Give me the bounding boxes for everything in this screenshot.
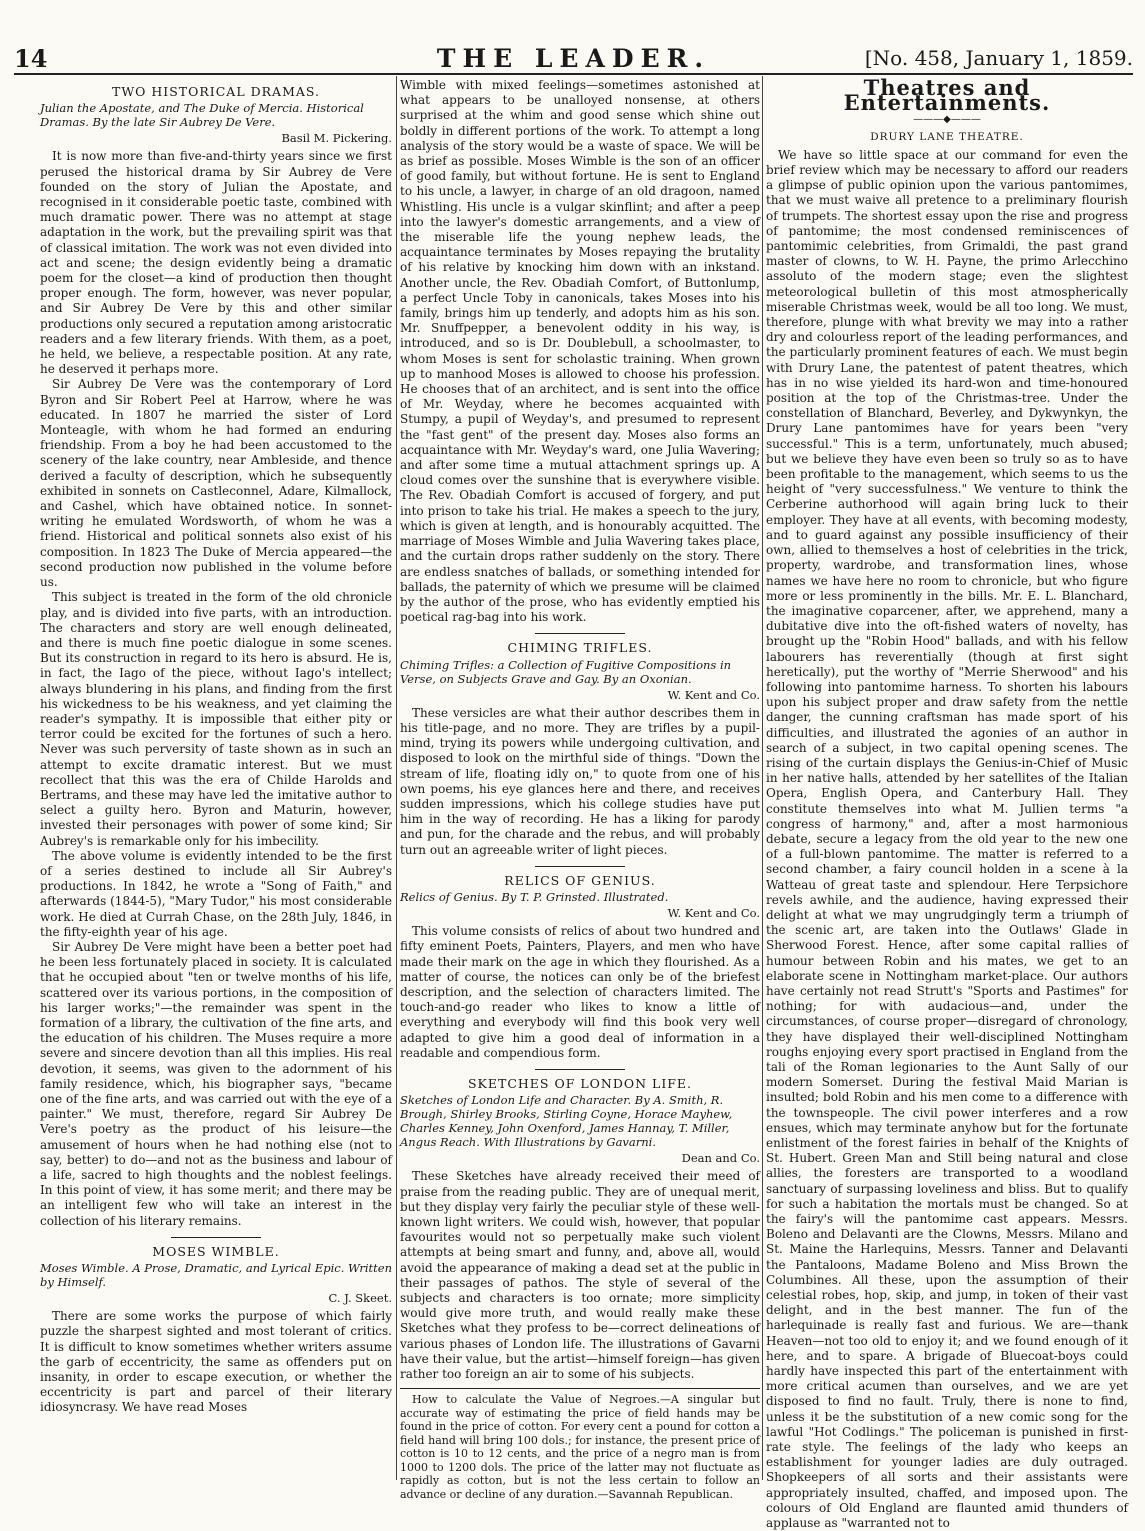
article-heading: TWO HISTORICAL DRAMAS. [112,84,320,99]
book-citation: Relics of Genius. By T. P. Grinsted. Illustrated. [400,889,669,904]
issue-date: [No. 458, January 1, 1859. [864,46,1133,70]
article-heading: MOSES WIMBLE. [152,1243,280,1259]
ornament-divider: ———◆——— [913,114,981,126]
book-citation: Sketches of London Life and Character. By A. Smith, R. Brough, Shirley Brooks, Stirling Coyne, Horace Mayhew, Charles Kenney, John Oxenford, James Hannay, T. Miller, Angus Reach. With Illustrations by Gavarni. [400,1093,733,1150]
column-2 [400,78,760,1501]
paragraph: This subject is treated in the form of the old chronicle play, and is divided into five parts, with an introduction. The characters and story are well enough delineated, and there is much fine poetic dialogue in some scenes. But its construction in regard to its hero is absurd. He is, in fact, the Iago of the piece, without Iago's intellect; always blundering in his plans, and finding from the first his wickedness to be his weakness, and yet claiming the reader's sympathy. It is impossible that either pity or terror could be excited for the fortunes of such a hero. Never was such perversity of taste shown as in such an attempt to excite dramatic interest. But we must recollect that this was the era of Childe Harolds and Bertrams, and these may have led the imitative author to select a guilty hero. Byron and Maturin, however, invested their personages with power of some kind; Sir Aubrey's is remarkable only for his imbecility. [40,590,392,848]
paragraph: Sir Aubrey De Vere was the contemporary of Lord Byron and Sir Robert Peel at Harrow, where he was educated. In 1807 he married the sister of Lord Monteagle, with whom he had formed an enduring friendship. From a boy he had been accustomed to the scenery of the lake country, near Ambleside, and thence derived a faculty of description, which he subsequently exhibited in sonnets on Castleconnel, Adare, Kilmallock, and Cashel, which have obtained notice. In sonnet-writing he emulated Wordsworth, of whom he was a friend. Historical and political sonnets also exist of his composition. In 1823 The Duke of Mercia appeared—the second production now published in the volume before us. [40,377,392,590]
section-separator [171,1237,261,1238]
newspaper-title: THE LEADER. [436,44,711,73]
publisher: W. Kent and Co. [667,905,760,920]
article-heading: SKETCHES OF LONDON LIFE. [467,1075,693,1091]
paragraph: There are some works the purpose of which fairly puzzle the sharpest sighted and most tolerant of critics. It is difficult to know sometimes whether writers assume the garb of eccentricity, the same as offenders put on insanity, in order to escape execution, or whether the eccentricity is part and parcel of their literary idiosyncrasy. We have read Moses [40,1309,392,1415]
column-1 [40,78,392,1478]
publisher: Dean and Co. [681,1151,760,1166]
column-divider-1 [396,76,397,1480]
book-citation: Julian the Apostate, and The Duke of Mercia. Historical Dramas. By the late Sir Aubrey De Vere. [40,101,364,130]
paragraph: We have so little space at our command for even the brief review which may be necessary to afford our readers a glimpse of public opinion upon the various pantomimes, that we must waive all pretence to a preliminary flourish of trumpets. The shortest essay upon the rise and progress of pantomime; the most condensed reminiscences of pantomimic celebrities, from Grimaldi, the past grand master of clowns, to W. H. Payne, the primo Arlecchino assoluto of the modern stage; even the slightest meteorological bulletin of this most atmospherically miserable Christmas week, would be all too long. We must, therefore, plunge with what brevity we may into a rather dry and colourless report of the leading performances, and the particularly prominent features of each. We must begin with Drury Lane, the patentest of patent theatres, which has in no wise yielded its hard-won and time-honoured position at the top of the Christmas-tree. Under the constellation of Blanchard, Beverley, and Dykwynkyn, the Drury Lane pantomimes have for years been "very successful." This is a term, unfortunately, much abused; but we believe they have even been so truly so as to have been profitable to the management, which seems to us the height of "very successfulness." We venture to think the Cerberine authorhood will again bring luck to their employer. They have at all events, with becoming modesty, and to guard against any possible insufficiency of their own, allied to themselves a host of celebrities in the trick, property, wardrobe, and transformation lines, whose names we have here no room to chronicle, but who figure more or less prominently in the bills. Mr. E. L. Blanchard, the imaginative coparcener, after, we apprehend, many a dubitative dive into the oft-fished waters of novelty, has brought up the "Robin Hood" ballads, and with his fellow labourers has reverentially (though at first sight heretically), put the worthy of "Merrie Sherwood" and his following into pantomime harness. To shorten his labours upon his subject proper and draw safety from the nettle danger, the cunning craftsman has made sport of his difficulties, and illustrated the agonies of an author in search of a subject, in two capital opening scenes. The rising of the curtain displays the Genius-in-Chief of Music in her native halls, attended by her satellites of the Italian Opera, English Opera, and Canterbury Hall. They constitute themselves into what M. Jullien terms "a congress of harmony," and, after a most harmonious debate, secure a legacy from the old year to the new one of a full-blown pantomime. The matter is referred to a second chamber, a fairy council holden in a scene à la Watteau of great taste and splendour. Here Terpsichore revels awhile, and the audience, having expressed their delight at what we may ungrudgingly term a triumph of the scenic art, are taken into the Outlaws' Glade in Sherwood Forest. Hence, after some capital rallies of humour between Robin and his mates, we get to an elaborate scene in Nottingham market-place. Our authors have certainly not read Strutt's "Sports and Pastimes" for nothing; for with audacious—and, under the circumstances, of course proper—disregard of chronology, they have displayed their well-disciplined Nottingham roughs enjoying every sport practised in England from the tali of the Roman legionaries to the Aunt Sally of our modern Somerset. During the festival Maid Marian is insulted; bold Robin and his men come to a difference with the townspeople. The civil power interferes and a row ensues, which may terminate anyhow but for the fortunate enlistment of the forest fairies in behalf of the Knights of St. Hubert. Green Man and Still being natural and close allies, the foresters are transported to a woodland sanctuary of surpassing loveliness and bliss. But to qualify for such a habitation the mortals must be changed. So at the fairy's will the pantomime cast appears. Messrs. Boleno and Delavanti are the Clowns, Messrs. Milano and St. Maine the Harlequins, Messrs. Tanner and Delavanti the Pantaloons, Madame Boleno and Miss Brown the Columbines. All these, upon the assumption of their celestial robes, hop, skip, and jump, in token of their vast delight, and in the best manner. The fun of the harlequinade is really fast and furious. We are—thank Heaven—not too old to enjoy it; and we found enough of it here, and to spare. A brigade of Bluecoat-boys could hardly have inspected this part of the entertainment with more critical acumen than ourselves, and we are yet disposed to find no fault. Truly, there is none to find, unless it be the substitution of a new comic song for the lawful "Hot Codlings." The policeman is punished in first-rate style. The feelings of the lady who keeps an establishment for younger ladies are duly outraged. Shopkeepers of all sorts and their assistants were appropriately insulted, chaffed, and imposed upon. The colours of Old England are flaunted amid thunders of applause as "warranted not to [766,147,1128,1531]
paragraph: These versicles are what their author describes them in his title-page, and no more. They are trifles by a pupil-mind, trying its powers while undergoing cultivation, and disposed to look on the mirthful side of things. "Down the stream of life, floating idly on," to quote from one of his own poems, his eye glances here and there, and receives sudden impressions, which his college studies have put him in the way of recording. He has a liking for parody and pun, for the charade and the rebus, and will probably turn out an agreeable writer of light pieces. [400,705,760,857]
paragraph: Wimble with mixed feelings—sometimes astonished at what appears to be unalloyed nonsense, at others surprised at the whim and good sense which shine out boldly in different portions of the work. To attempt a long analysis of the story would be a waste of space. We will be as brief as possible. Moses Wimble is the son of an officer of good family, but without fortune. He is sent to England to his uncle, a lawyer, in charge of an old dragoon, named Whistling. His uncle is a vulgar skinflint; and after a peep into the lawyer's domestic arrangements, and a view of the miserable life the young nephew leads, the acquaintance terminates by Moses repaying the brutality of his relative by knocking him down with an inkstand. Another uncle, the Rev. Obadiah Comfort, of Buttonlump, a perfect Uncle Toby in canonicals, takes Moses into his family, brings him up tenderly, and adopts him as his son. Mr. Snuffpepper, a benevolent oddity in his way, is introduced, and so is Dr. Doublebull, a schoolmaster, to whom Moses is sent for scholastic training. When grown up to manhood Moses is allowed to choose his profession. He chooses that of an architect, and is sent into the office of Mr. Weyday, where he becomes acquainted with Stumpy, a pupil of Weyday's, and presumed to represent the "fast gent" of the present day. Moses also forms an acquaintance with Mr. Weyday's ward, one Julia Wavering; and after some time a mutual attachment springs up. A cloud comes over the sunshine that is everywhere visible. The Rev. Obadiah Comfort is accused of forgery, and put into prison to take his trial. He makes a speech to the jury, which is given at length, and is honourably acquitted. The marriage of Moses Wimble and Julia Wavering takes place, and the curtain drops rather suddenly on the story. There are endless snatches of ballads, or something intended for ballads, the paternity of which we presume will be claimed by the author of the prose, who has evidently emptied his poetical rag-bag into his work. [400,78,760,625]
book-citation: Chiming Trifles: a Collection of Fugitive Compositions in Verse, on Subjects Grave and Gay. By an Oxonian. [400,657,732,686]
paragraph: It is now more than five-and-thirty years since we first perused the historical drama by Sir Aubrey de Vere founded on the story of Julian the Apostate, and recognised in it considerable poetic taste, combined with much dramatic power. There was no attempt at stage adaptation in the work, but the prevailing spirit was that of classical imitation. The work was not even divided into act and scene; the design evidently being a dramatic poem for the closet—a kind of production then thought proper enough. The form, however, was never popular, and Sir Aubrey De Vere by this and other similar productions only secured a reputation among aristocratic readers and a few literary friends. With them, as a poet, he held, we believe, a respectable position. At any rate, he deserved it perhaps more. [40,149,392,377]
section-separator [535,866,625,867]
publisher: C. J. Skeet. [328,1291,392,1306]
article-heading: RELICS OF GENIUS. [504,872,656,888]
section-separator [535,633,625,634]
news-note: How to calculate the Value of Negroes.—A singular but accurate way of estimating the price of field hands may be found in the price of cotton. For every cent a pound for cotton a field hand will bring 100 dols.; for instance, the present price of cotton is 10 to 12 cents, and the price of a negro man is from 1000 to 1200 dols. The price of the latter may not fluctuate as rapidly as cotton, but is not the less certain to follow an advance or decline of any duration.—Savannah Republican. [400,1393,760,1501]
column-3 [766,75,1128,1531]
subheading: DRURY LANE THEATRE. [870,130,1024,143]
masthead [14,44,1133,73]
page-number: 14 [14,44,48,73]
section-separator [535,1069,625,1070]
section-title: Theatres and Entertainments. [843,75,1051,116]
paragraph: Sir Aubrey De Vere might have been a better poet had he been less fortunately placed in society. It is calculated that he occupied about "ten or twelve months of his life, scattered over its various portions, in the composition of his larger works;"—the remainder was spent in the formation of a library, the cultivation of the fine arts, and the education of his children. The Muses require a more severe and sincere devotion than all this implies. His real devotion, it seems, was given to the adornment of his family residence, which, his biographer says, "became one of the fine arts, and was carried out with the eye of a painter." We must, therefore, regard Sir Aubrey De Vere's poetry as the product of his leisure—the amusement of hours when he had nothing else (not to say, better) to do—and not as the business and labour of a life, sacred to high thoughts and the noblest feelings. In this point of view, it has some merit; and there may be an intelligent few who will take an interest in the collection of his literary remains. [40,939,392,1228]
article-heading: CHIMING TRIFLES. [507,640,653,656]
paragraph: These Sketches have already received their meed of praise from the reading public. They are of unequal merit, but they display very fairly the peculiar style of these well-known light writers. We could wish, however, that popular favourites would not so perpetually make such violent attempts at being smart and funny, and, above all, would avoid the appearance of making a dead set at the public in their passages of pathos. The style of several of the subjects and characters is too ornate; more simplicity would give more truth, and would really make these Sketches what they profess to be—correct delineations of various phases of London life. The illustrations of Gavarni have their value, but the artist—himself foreign—has given rather too foreign an air to some of his subjects. [400,1169,760,1382]
column-divider-2 [762,76,763,1480]
note-rule [400,1388,760,1389]
paragraph: The above volume is evidently intended to be the first of a series destined to include all Sir Aubrey's productions. In 1842, he wrote a "Song of Faith," and afterwards (1844-5), "Mary Tudor," his most considerable work. He died at Currah Chase, on the 28th July, 1846, in the fifty-eighth year of his age. [40,848,392,939]
book-citation: Moses Wimble. A Prose, Dramatic, and Lyrical Epic. Written by Himself. [40,1261,392,1290]
publisher: W. Kent and Co. [667,687,760,702]
publisher: Basil M. Pickering. [281,131,392,146]
paragraph: This volume consists of relics of about two hundred and fifty eminent Poets, Painters, Players, and men who have made their mark on the age in which they flourished. As a matter of course, the notices can only be of the briefest description, and the selection of characters limited. The touch-and-go reader who likes to know a little of everything and everybody will find this book very well adapted to give him a good deal of information in a readable and compendious form. [400,924,760,1060]
